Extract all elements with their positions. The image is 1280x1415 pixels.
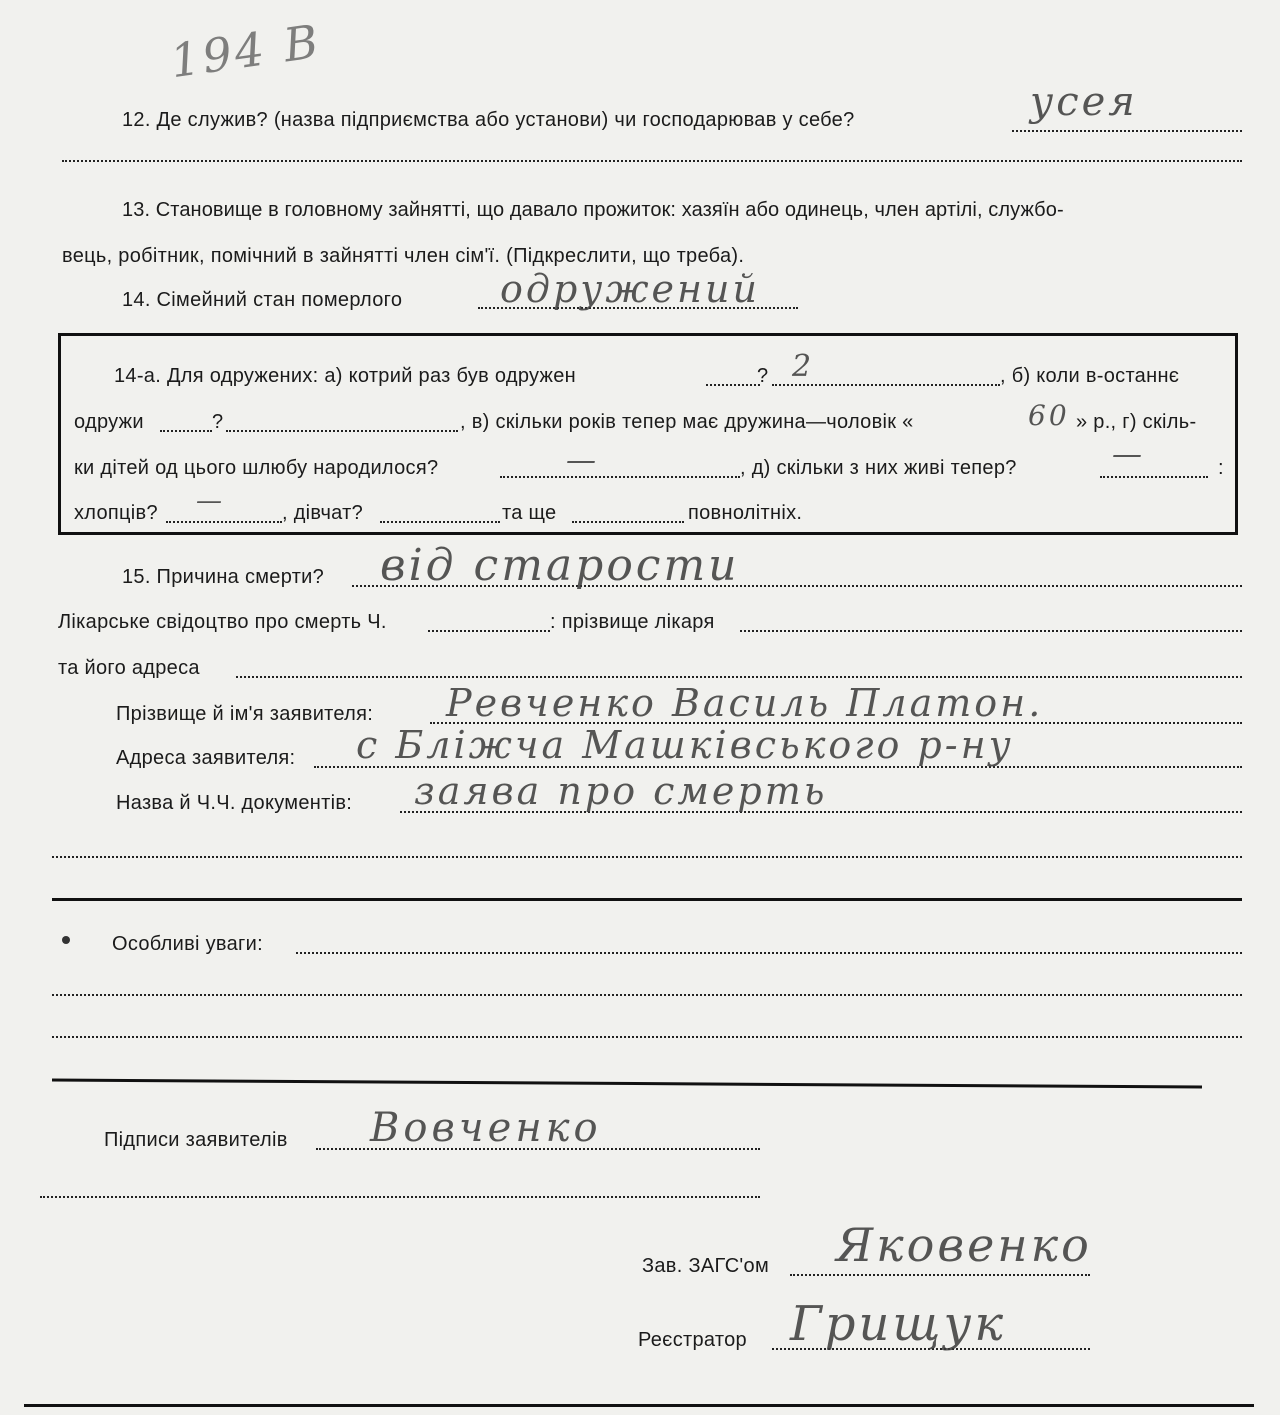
section-rule-1	[52, 898, 1242, 901]
q14a-line3-answer: —	[566, 443, 599, 478]
q14a-line1-suffix: , б) коли в-останнє	[1000, 365, 1180, 387]
q14a-colon: :	[1218, 457, 1224, 479]
applicant-name-value: Ревченко Василь Платон.	[446, 681, 1044, 725]
registrar-signature: Грищук	[790, 1296, 1006, 1352]
q14a-dots-6	[1100, 476, 1208, 478]
zags-dots	[790, 1274, 1090, 1276]
q12-dotted-line-2	[62, 160, 1242, 162]
remarks-label: Особливі уваги:	[112, 933, 263, 955]
q14a-line2-prefix: одружи	[74, 411, 144, 433]
applicant-address-value: с Бліжча Машківського р-ну	[356, 723, 1014, 767]
registrar-label: Реєстратор	[638, 1329, 747, 1351]
address-label: та його адреса	[58, 657, 200, 679]
applicant-docs-label: Назва й Ч.Ч. документів:	[116, 792, 353, 814]
q12-label: 12. Де служив? (назва підприємства або установи) чи господарював у себе?	[122, 109, 855, 131]
doctor-dots	[740, 630, 1242, 632]
q14a-dots-7	[166, 521, 282, 523]
q14a-line3-answer2: —	[1112, 437, 1145, 472]
q14a-dots-5	[500, 476, 740, 478]
q14a-q1: ?	[757, 365, 769, 387]
q13-line2: вець, робітник, помічний в зайнятті член сім'ї. (Підкреслити, що треба).	[62, 245, 745, 267]
q15-answer: від старости	[380, 540, 740, 591]
remarks-dots-1	[296, 952, 1242, 954]
q14-answer: одружений	[500, 267, 760, 311]
q14a-dots-4	[226, 430, 458, 432]
q14a-dots-9	[572, 521, 684, 523]
signatures-label: Підписи заявителів	[104, 1129, 288, 1151]
q12-answer: усея	[1030, 79, 1138, 125]
q14a-dots-3	[160, 430, 212, 432]
q12-dotted-line	[1012, 130, 1242, 132]
q14a-line4-d: повнолітніх.	[688, 502, 803, 524]
q14a-line3-prefix: ки дітей од цього шлюбу народилося?	[74, 457, 439, 479]
q14a-line4-answer: —	[196, 486, 225, 516]
section-rule-2	[52, 1078, 1202, 1088]
q14a-line4-b: , дівчат?	[282, 502, 364, 524]
applicant-name-label: Прізвище й ім'я заявителя:	[116, 703, 374, 725]
remarks-dots-2	[52, 994, 1242, 996]
q14a-line2-mid: , в) скільки років тепер має дружина—чоловік «	[460, 411, 914, 433]
address-dots	[236, 676, 1242, 678]
bottom-rule	[24, 1404, 1254, 1407]
certificate-label: Лікарське свідоцтво про смерть Ч.	[58, 611, 387, 633]
q14a-line1-prefix: 14-а. Для одружених: а) котрий раз був одружен	[114, 365, 577, 387]
q14a-line4-c: та ще	[502, 502, 557, 524]
punch-mark	[62, 936, 70, 944]
q15-label: 15. Причина смерти?	[122, 566, 325, 588]
q13-line1: 13. Становище в головному зайнятті, що давало прожиток: хазяїн або одинець, член артілі, службо-	[122, 199, 1064, 221]
q14a-dots-1	[706, 384, 760, 386]
applicant-address-label: Адреса заявителя:	[116, 747, 296, 769]
remarks-dots-3	[52, 1036, 1242, 1038]
q14a-line3-mid: , д) скільки з них живі тепер?	[740, 457, 1017, 479]
q14a-line2-answer: 60	[1028, 399, 1070, 432]
q14a-dots-2	[772, 384, 1000, 386]
q14a-line4-a: хлопців?	[74, 502, 158, 524]
q14a-line1-answer: 2	[792, 349, 815, 384]
doctor-label: : прізвище лікаря	[550, 611, 715, 633]
applicant-docs-value: заява про смерть	[414, 769, 828, 813]
certificate-dots	[428, 630, 550, 632]
extra-dots-1	[52, 856, 1242, 858]
q14-label: 14. Сімейний стан померлого	[122, 289, 403, 311]
applicant-signature: Вовченко	[370, 1105, 602, 1151]
zags-signature: Яковенко	[836, 1218, 1092, 1272]
q14a-dots-8	[380, 521, 500, 523]
signatures-dots-2	[40, 1196, 760, 1198]
archive-number: 194 В	[166, 13, 325, 89]
q14a-line2-suffix: » р., г) скіль-	[1076, 411, 1197, 433]
zags-label: Зав. ЗАГС'ом	[642, 1255, 770, 1277]
q14a-box	[58, 333, 1238, 535]
q14a-q2: ?	[212, 411, 224, 433]
